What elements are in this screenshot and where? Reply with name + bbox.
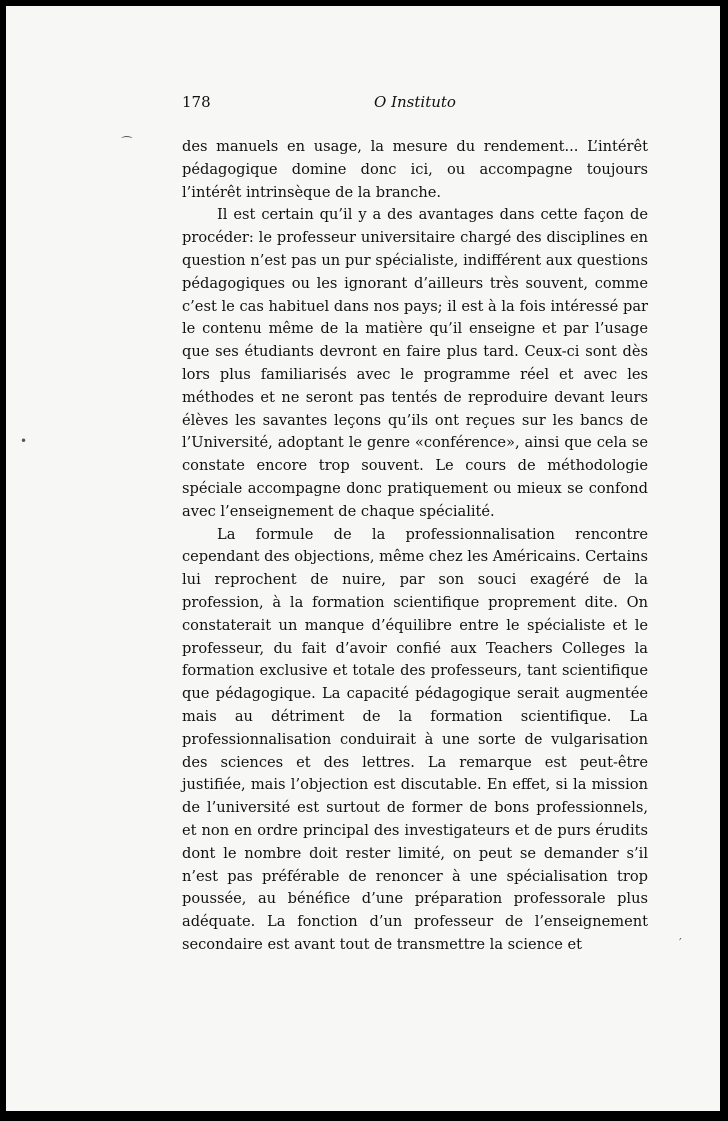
scanned-page — [6, 6, 720, 1111]
paragraph: La formule de la professionnalisation rencontre cependant des objections, même chez les Américains. Certains lui reprochent de nuire, par son souci exagéré de la profession, à la formation scientifique proprement dite. On constaterait un manque d’équilibre entre le spécialiste et le professeur, du fait d’avoir confié aux Teachers Colleges la formation exclusive et totale des professeurs, tant scientifique que pédagogique. La capacité pédagogique serait augmentée mais au détriment de la formation scientifique. La professionnalisation conduirait à une sorte de vulgarisation des sciences et des lettres. La remarque est peut-être justifiée, mais l’objection est discutable. En effet, si la mission de l’université est surtout de former de bons professionnels, et non en ordre principal des investigateurs et de purs érudits dont le nombre doit rester limité, on peut se demander s’il n’est pas préférable de renoncer à une spécialisation trop poussée, au bénéfice d’une préparation professorale plus adéquate. La fonction d’un professeur de l’enseignement secondaire est avant tout de transmettre la science et — [182, 525, 649, 953]
scan-mark: ⁀ — [122, 136, 132, 150]
paragraph-continued: des manuels en usage, la mesure du rendement... L’intérêt pédagogique domine donc ici, ou accompagne toujours l’intérêt intrinsèque de la branche. — [182, 138, 648, 201]
page-number: 178 — [182, 93, 211, 111]
body-text — [182, 136, 648, 957]
paragraph: Il est certain qu’il y a des avantages dans cette façon de procéder: le professeur universitaire chargé des disciplines en question n’est pas un pur spécialiste, indifférent aux questions pédagogiques ou les ignorant d’ailleurs très souvent, comme c’est le cas habituel dans nos pays; il est à la fois intéressé par le contenu même de la matière qu’il enseigne et par l’usage que ses étudiants devront en faire plus tard. Ceux-ci sont dès lors plus familiarisés avec le programme réel et avec les méthodes et ne seront pas tentés de reproduire devant leurs élèves les savantes leçons qu’ils ont reçues sur les bancs de l’Université, adoptant le genre «conférence», ainsi que cela se constate encore trop souvent. Le cours de méthodologie spéciale accompagne donc pratiquement ou mieux se confond avec l’enseignement de chaque spécialité. — [182, 206, 648, 520]
scan-mark: • — [20, 434, 28, 448]
scan-mark: ′ — [679, 936, 682, 950]
page-header — [182, 93, 648, 115]
running-title: O Instituto — [374, 93, 456, 111]
